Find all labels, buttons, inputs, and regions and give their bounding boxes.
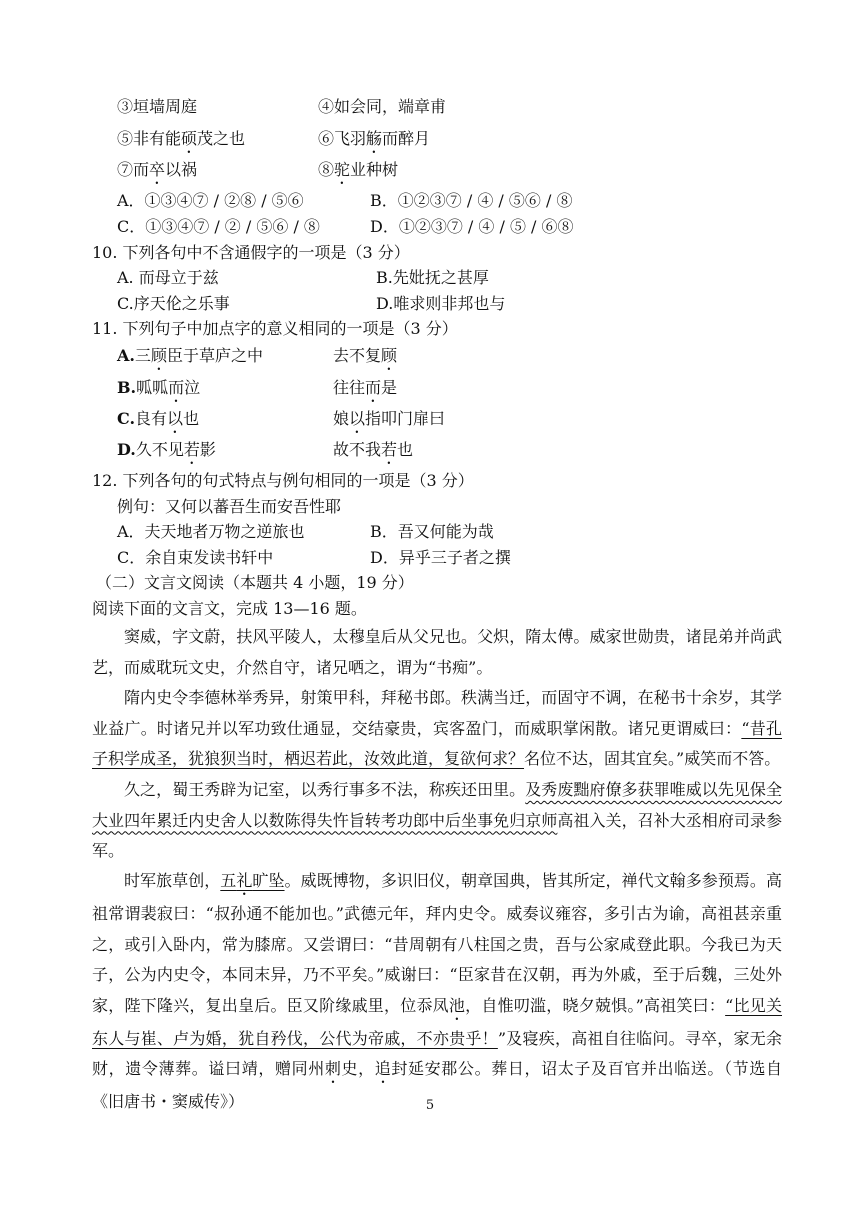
underlined-phrase: 五礼旷坠 [220, 871, 285, 890]
q11-option-a[interactable]: A.三顾臣于草庐之中 [117, 346, 264, 365]
underlined-sentence: “比见关东人与崔、卢为婚，犹自矜伐，公代为帝戚，不亦贵乎！ [92, 995, 782, 1048]
q9-item-3: ③垣墙周庭 [117, 97, 198, 116]
q9-option-a[interactable]: A．①③④⑦ / ②⑧ / ⑤⑥ [117, 191, 304, 210]
passage-paragraph-3: 久之，蜀王秀辟为记室，以秀行事多不法，称疾还田里。及秀废黜府僚多获罪唯威以先见保全大业四年累迁内史舍人以数陈得失忤旨转考功郎中后坐事免归京师高祖入关，召补大丞相府司录参军。 [92, 780, 782, 860]
wavy-underlined-sentence: 及秀废黜府僚多获罪唯威以先见保全大业四年累迁内史舍人以数陈得失忤旨转考功郎中后坐事免归京师 [92, 780, 782, 830]
section-instruction: 阅读下面的文言文，完成 13—16 题。 [92, 599, 367, 618]
page-number: 5 [425, 1098, 435, 1113]
q12-option-a[interactable]: A．夫天地者万物之逆旅也 [117, 522, 305, 541]
q10-stem: 10. 下列各句中不含通假字的一项是（3 分） [92, 243, 410, 262]
q10-option-b[interactable]: B.先妣抚之甚厚 [376, 268, 489, 287]
emphasis-dot-char: 以 [349, 409, 366, 428]
emphasis-dot-char: 池 [448, 995, 466, 1015]
q12-stem: 12. 下列各句的句式特点与例句相同的一项是（3 分） [92, 471, 474, 490]
emphasis-dot-char: 硕 [181, 129, 198, 148]
q12-option-b[interactable]: B．吾又何能为哉 [370, 522, 494, 541]
emphasis-dot-char: 追 [374, 1059, 392, 1078]
q11-option-a-pair: 去不复顾 [333, 346, 398, 365]
q11-option-c[interactable]: C.良有以也 [117, 409, 200, 428]
q9-item-6: ⑥飞羽觞而醉月 [318, 129, 431, 148]
q11-option-b-pair: 往往而是 [333, 378, 398, 397]
emphasis-dot-char: 卒 [149, 160, 166, 179]
q9-option-c[interactable]: C．①③④⑦ / ② / ⑤⑥ / ⑧ [117, 217, 320, 236]
section-title: （二）文言文阅读（本题共 4 小题，19 分） [96, 573, 414, 592]
emphasis-dot-char: 顾 [151, 346, 168, 365]
emphasis-dot-char: 刺 [324, 1059, 342, 1078]
emphasis-dot-char: 礼 [236, 871, 253, 890]
q10-option-d[interactable]: D.唯求则非邦也与 [376, 294, 506, 313]
q9-item-4: ④如会同，端章甫 [318, 97, 447, 116]
q9-option-d[interactable]: D．①②③⑦ / ④ / ⑤ / ⑥⑧ [370, 217, 574, 236]
q11-option-d-pair: 故不我若也 [333, 440, 414, 459]
q10-option-a[interactable]: A. 而母立于兹 [117, 268, 219, 287]
q11-option-b[interactable]: B.呱呱而泣 [117, 378, 201, 397]
q11-option-c-pair: 娘以指叩门扉曰 [333, 409, 446, 428]
q9-item-5: ⑤非有能硕茂之也 [117, 129, 246, 148]
q9-item-8: ⑧驼业种树 [318, 160, 399, 179]
q12-option-d[interactable]: D．异乎三子者之撰 [370, 548, 511, 567]
passage-paragraph-2: 隋内史令李德林举秀异，射策甲科，拜秘书郎。秩满当迁，而固守不调，在秘书十余岁，其学业益广。时诸兄并以军功致仕通显，交结豪贵，宾客盈门，而威职掌闲散。诸兄更谓威曰：“昔孔子积学成圣，犹狼狈当时，栖迟若此，汝效此道，复欲何求？名位不达，固其宜矣。”威笑而不答。 [92, 688, 782, 768]
emphasis-dot-char: 以 [167, 409, 184, 428]
q9-item-7: ⑦而卒以祸 [117, 160, 198, 179]
passage-paragraph-4: 时军旅草创，五礼旷坠。威既博物，多识旧仪，朝章国典，皆其所定，禅代文翰多参预焉。高祖常谓裴寂曰：“叔孙通不能加也。”武德元年，拜内史令。威奏议雍容，多引古为谕，高祖甚亲重之，或引入卧内，常为膝席。又尝谓曰：“昔周朝有八柱国之贵，吾与公家咸登此职。今我已为天子，公为内史令，本同末异，乃不平矣。”威谢曰：“臣家昔在汉朝，再为外戚，至于后魏，三处外家，陛下隆兴，复出皇后。臣又阶缘戚里，位忝凤池，自惟叨滥，晓夕兢惧。”高祖笑曰：“比见关东人与崔、卢为婚，犹自矜伐，公代为帝戚，不亦贵乎！”及寝疾，高祖自往临问。寻卒，家无余财，遗令薄葬。谥曰靖，赠同州刺史，追封延安郡公。葬日，诏太子及百官并出临送。（节选自《旧唐书・窦威传》） [92, 871, 782, 1111]
q12-example: 例句：又何以蕃吾生而安吾性耶 [117, 497, 342, 516]
q11-option-d[interactable]: D.久不见若影 [117, 440, 216, 459]
emphasis-dot-char: 而 [365, 378, 382, 397]
emphasis-dot-char: 顾 [381, 346, 398, 365]
passage-paragraph-1: 窦威，字文蔚，扶风平陵人，太穆皇后从父兄也。父炽，隋太傅。威家世勋贵，诸昆弟并尚武艺，而威耽玩文史，介然自守，诸兄哂之，谓为“书痴”。 [92, 627, 782, 677]
emphasis-dot-char: 觞 [366, 129, 383, 148]
emphasis-dot-char: 若 [183, 440, 200, 459]
emphasis-dot-char: 而 [168, 378, 185, 397]
emphasis-dot-char: 驼 [334, 160, 351, 179]
q10-option-c[interactable]: C.序天伦之乐事 [117, 294, 230, 313]
q9-option-b[interactable]: B．①②③⑦ / ④ / ⑤⑥ / ⑧ [370, 191, 573, 210]
emphasis-dot-char: 若 [381, 440, 398, 459]
q11-stem: 11. 下列句子中加点字的意义相同的一项是（3 分） [92, 319, 458, 338]
q12-option-c[interactable]: C．余自束发读书轩中 [117, 548, 274, 567]
underlined-sentence: “昔孔子积学成圣，犹狼狈当时，栖迟若此，汝效此道，复欲何求？ [92, 718, 782, 768]
